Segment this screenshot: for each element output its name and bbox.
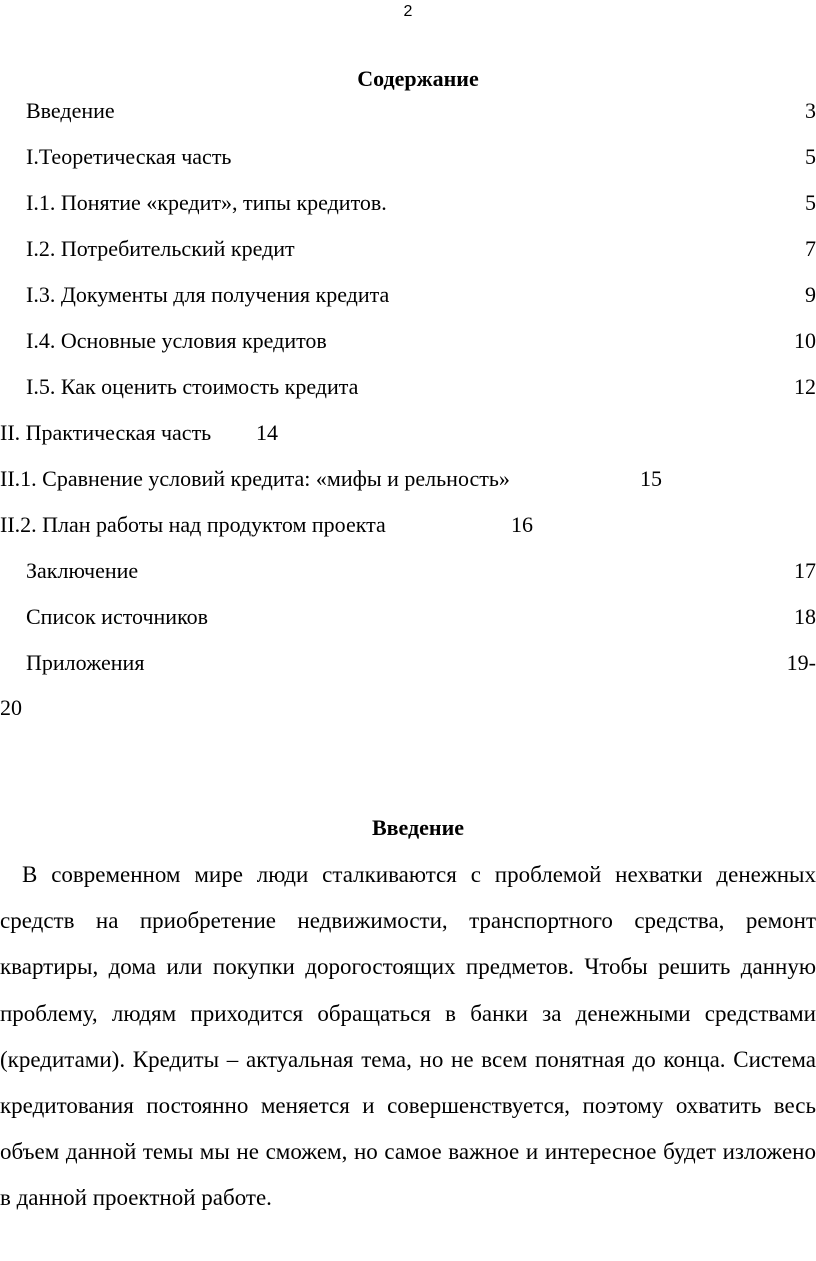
toc-entry [0,556,816,586]
toc-entry-page: 9 [805,282,816,307]
toc-entry [0,418,816,448]
toc-entry [0,96,816,126]
toc-entry-label: II. Практическая часть [0,420,212,445]
toc-entry-label: I.2. Потребительский кредит [26,236,295,261]
toc-entry-label: Приложения [26,650,145,675]
toc-entry-page: 10 [794,328,816,353]
toc-entry-page-continued: 20 [0,695,22,720]
page-number: 2 [403,3,413,20]
toc-entry-page: 18 [794,604,816,629]
toc-title: Содержание [357,66,479,91]
toc-entry [0,280,816,310]
toc-entry-label: I.4. Основные условия кредитов [26,328,327,353]
toc-entry-page: 15 [640,466,662,491]
toc-entry-page: 7 [805,236,816,261]
toc-entry-page: 3 [805,98,816,123]
toc-entry [0,188,816,218]
toc-entry-label: Введение [26,98,115,123]
section-title: Введение [371,815,465,840]
toc-entry [0,372,816,402]
toc-entry-label: I.Теоретическая часть [26,144,232,169]
toc-entry-page: 16 [511,512,533,537]
toc-entry-label: I.5. Как оценить стоимость кредита [26,374,359,399]
toc-entry-label: II.2. План работы над продуктом проекта [0,512,386,537]
toc-entry [0,648,816,678]
toc-entry-page: 5 [805,144,816,169]
toc-entry-label: Заключение [26,558,139,583]
body-paragraph: В современном мире люди сталкиваются с проблемой нехватки денежных средств на приобретение недвижимости, транспортного средства, ремонт квартиры, дома или покупки дорогостоящих предметов. Чтобы решить данную проблему, людям приходится обращаться в банки за денежными средствами (кредитами). Кредиты – актуальная тема, но не всем понятная до конца. Система кредитования постоянно меняется и совершенствуется, поэтому охватить весь объем данной темы мы не сможем, но самое важное и интересное будет изложено в данной проектной работе. [0,862,816,1211]
toc-entry-label: I.1. Понятие «кредит», типы кредитов. [26,190,387,215]
toc-entry-label: II.1. Сравнение условий кредита: «мифы и рельность» [0,466,510,491]
toc-entry-page: 19- [786,650,816,675]
toc-entry-page: 12 [794,374,816,399]
toc-entry-page: 14 [256,420,278,445]
toc-entry [0,234,816,264]
toc-entry [0,510,816,540]
toc-entry-label: Список источников [26,604,209,629]
toc-entry [0,602,816,632]
toc-entry [0,464,816,494]
toc-entry-page: 17 [794,558,816,583]
toc-entry [0,326,816,356]
toc-entry-page: 5 [805,190,816,215]
toc-entry-label: I.3. Документы для получения кредита [26,282,390,307]
toc-entry [0,142,816,172]
